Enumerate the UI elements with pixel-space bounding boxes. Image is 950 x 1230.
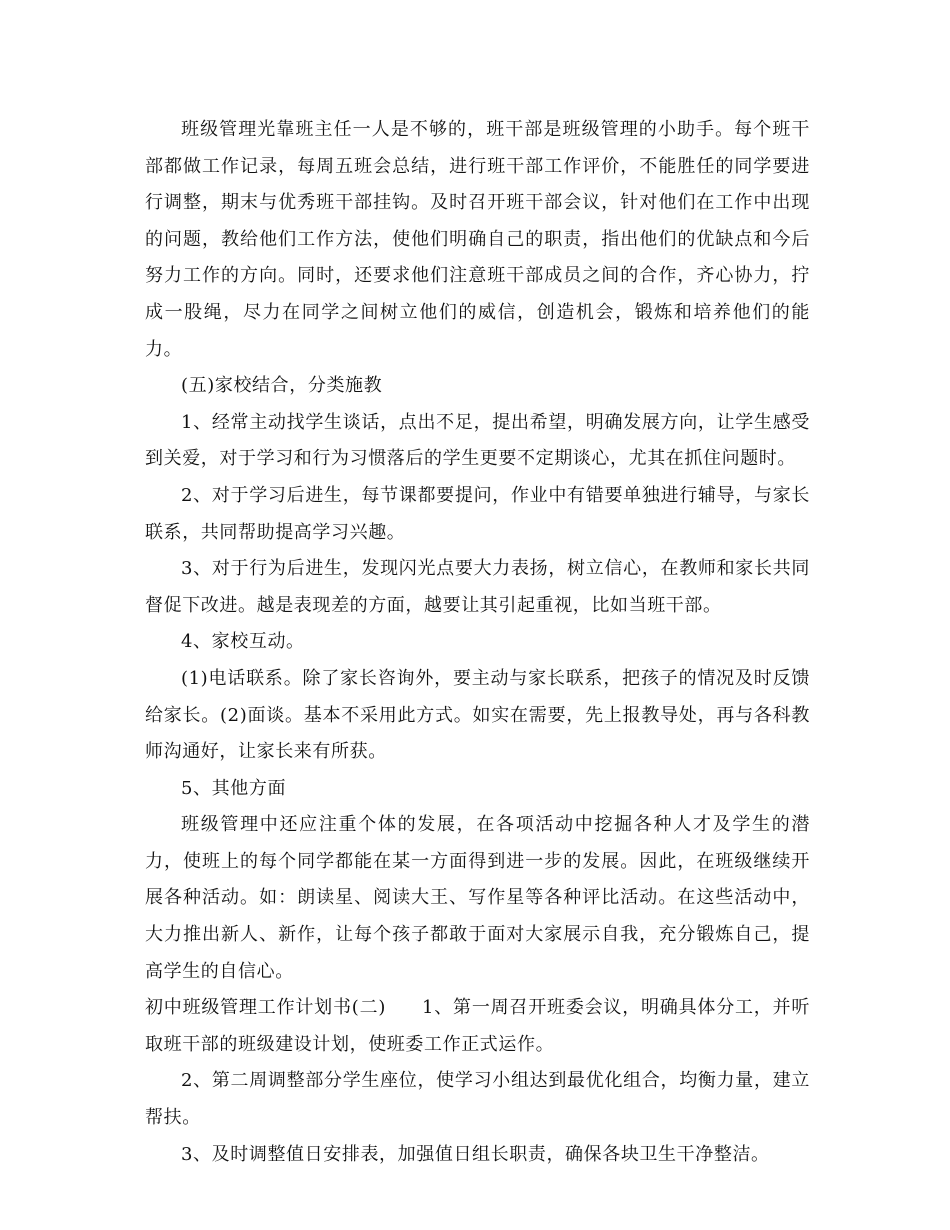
paragraph-item-2: 2、对于学习后进生，每节课都要提问，作业中有错要单独进行辅导，与家长联系，共同帮助提高学习兴趣。 [145, 484, 810, 543]
paragraph-phone-contact: (1)电话联系。除了家长咨询外，要主动与家长联系，把孩子的情况及时反馈给家长。(2)面谈。基本不采用此方式。如实在需要，先上报教导处，再与各科教师沟通好，让家长来有所获。 [145, 667, 810, 763]
paragraph-item-3: 3、对于行为后进生，发现闪光点要大力表扬，树立信心，在教师和家长共同督促下改进。越是表现差的方面，越要让其引起重视，比如当班干部。 [145, 558, 810, 616]
paragraph-item-4: 4、家校互动。 [181, 631, 305, 653]
document-page [145, 112, 810, 1173]
section-first-text: 1、第一周召开班委会议，明确具体分工，并听取班干部的班级建设计划，使班委工作正式运作。 [145, 997, 810, 1055]
heading-home-school: (五)家校结合，分类施教 [181, 375, 383, 397]
paragraph-item-1: 1、经常主动找学生谈话，点出不足，提出希望，明确发展方向，让学生感受到关爱，对于学习和行为习惯落后的学生更要不定期谈心，尤其在抓住问题时。 [145, 411, 810, 470]
section-title: 初中班级管理工作计划书(二) [145, 997, 386, 1019]
paragraph-item-5: 5、其他方面 [181, 777, 287, 799]
paragraph-individual-development: 班级管理中还应注重个体的发展，在各项活动中挖掘各种人才及学生的潜力，使班上的每个同学都能在某一方面得到进一步的发展。因此，在班级继续开展各种活动。如：朗读星、阅读大王、写作星等各种评比活动。在这些活动中，大力推出新人、新作，让每个孩子都敢于面对大家展示自我，充分锻炼自己，提高学生的自信心。 [145, 814, 810, 982]
paragraph-section-two [145, 990, 810, 1063]
paragraph-week-two: 2、第二周调整部分学生座位，使学习小组达到最优化组合，均衡力量，建立帮扶。 [145, 1070, 810, 1129]
paragraph-class-cadres: 班级管理光靠班主任一人是不够的，班干部是班级管理的小助手。每个班干部都做工作记录，每周五班会总结，进行班干部工作评价，不能胜任的同学要进行调整，期末与优秀班干部挂钩。及时召开班干部会议，针对他们在工作中出现的问题，教给他们工作方法，使他们明确自己的职责，指出他们的优缺点和今后努力工作的方向。同时，还要求他们注意班干部成员之间的合作，齐心协力，拧成一股绳，尽力在同学之间树立他们的威信，创造机会，锻炼和培养他们的能力。 [145, 119, 810, 360]
paragraph-duty-schedule: 3、及时调整值日安排表，加强值日组长职责，确保各块卫生干净整洁。 [181, 1143, 770, 1165]
